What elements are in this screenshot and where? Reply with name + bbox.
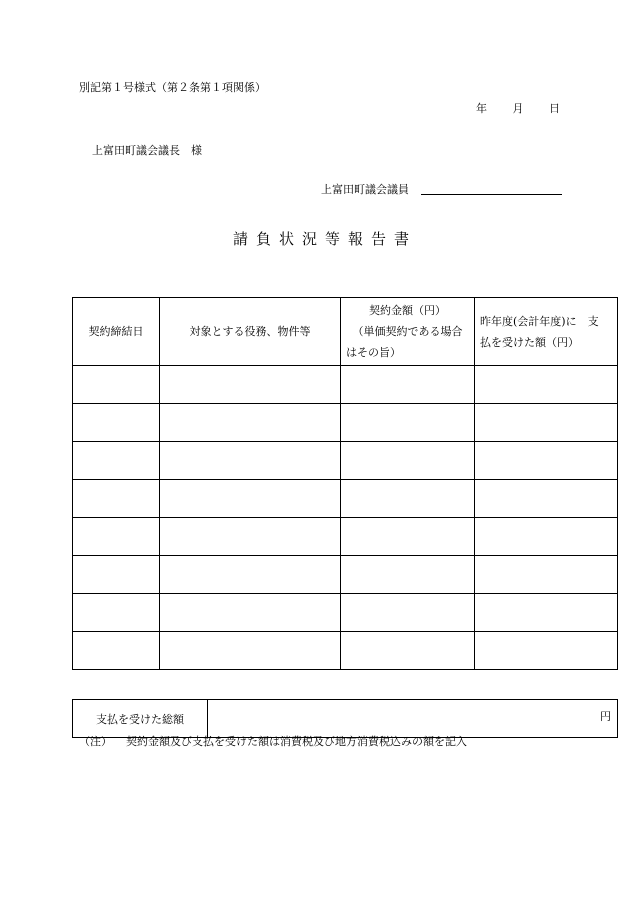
header-line: 契約金額（円） <box>369 304 446 317</box>
footnote <box>79 736 467 747</box>
contracts-table <box>72 297 618 670</box>
paid-amount-cell[interactable] <box>475 442 618 480</box>
contract-date-cell[interactable] <box>73 366 160 404</box>
contract-date-cell[interactable] <box>73 632 160 670</box>
contract-amount-cell[interactable] <box>341 404 475 442</box>
yen-unit: 円 <box>600 710 611 723</box>
form-number-label: 別記第１号様式（第２条第１項関係） <box>79 81 266 94</box>
date-line <box>476 103 560 114</box>
contract-date-cell[interactable] <box>73 480 160 518</box>
service-item-cell[interactable] <box>160 632 341 670</box>
service-item-cell[interactable] <box>160 480 341 518</box>
paid-amount-cell[interactable] <box>475 518 618 556</box>
footnote-prefix: （注） <box>79 735 112 748</box>
date-year: 年 <box>476 102 487 115</box>
member-label: 上富田町議会議員 <box>321 183 409 196</box>
table-row <box>73 366 618 404</box>
date-day: 日 <box>549 102 560 115</box>
service-item-cell[interactable] <box>160 442 341 480</box>
paid-amount-cell[interactable] <box>475 404 618 442</box>
table-row <box>73 556 618 594</box>
table-row <box>73 442 618 480</box>
contract-date-cell[interactable] <box>73 556 160 594</box>
contract-amount-cell[interactable] <box>341 594 475 632</box>
header-line: 昨年度(会計年度)に 支 <box>480 314 599 328</box>
contract-date-cell[interactable] <box>73 594 160 632</box>
addressee: 上富田町議会議長 様 <box>92 144 202 157</box>
paid-amount-cell[interactable] <box>475 594 618 632</box>
paid-amount-cell[interactable] <box>475 366 618 404</box>
footnote-text: 契約金額及び支払を受けた額は消費税及び地方消費税込みの額を記入 <box>126 735 467 748</box>
contract-amount-cell[interactable] <box>341 632 475 670</box>
contract-date-cell[interactable] <box>73 404 160 442</box>
table-row <box>73 480 618 518</box>
header-line: 対象とする役務、物件等 <box>189 325 311 338</box>
paid-amount-cell[interactable] <box>475 480 618 518</box>
contract-amount-cell[interactable] <box>341 480 475 518</box>
total-row <box>73 700 618 738</box>
col-header-service-item <box>160 298 341 366</box>
header-line: 払を受けた額（円） <box>480 335 579 349</box>
service-item-cell[interactable] <box>160 366 341 404</box>
contract-amount-cell[interactable] <box>341 442 475 480</box>
service-item-cell[interactable] <box>160 594 341 632</box>
table-row <box>73 594 618 632</box>
header-line: 契約締結日 <box>88 325 144 338</box>
table-row <box>73 518 618 556</box>
paid-amount-cell[interactable] <box>475 556 618 594</box>
table-header-row <box>73 298 618 366</box>
col-header-contract-amount <box>341 298 475 366</box>
total-label: 支払を受けた総額 <box>73 700 208 738</box>
col-header-contract-date <box>73 298 160 366</box>
header-line: はその旨） <box>346 346 401 359</box>
paid-amount-cell[interactable] <box>475 632 618 670</box>
contract-amount-cell[interactable] <box>341 518 475 556</box>
contract-amount-cell[interactable] <box>341 556 475 594</box>
service-item-cell[interactable] <box>160 518 341 556</box>
service-item-cell[interactable] <box>160 556 341 594</box>
document-title: 請負状況等報告書 <box>233 230 418 248</box>
contract-date-cell[interactable] <box>73 518 160 556</box>
col-header-paid-last-year <box>475 298 618 366</box>
service-item-cell[interactable] <box>160 404 341 442</box>
contract-date-cell[interactable] <box>73 442 160 480</box>
header-line: （単価契約である場合 <box>352 325 463 338</box>
total-amount-field[interactable] <box>208 700 618 738</box>
total-table <box>72 699 618 738</box>
member-signature-line <box>321 182 562 195</box>
date-month: 月 <box>512 102 524 115</box>
signature-blank[interactable] <box>421 182 562 195</box>
table-row <box>73 404 618 442</box>
table-row <box>73 632 618 670</box>
contract-amount-cell[interactable] <box>341 366 475 404</box>
